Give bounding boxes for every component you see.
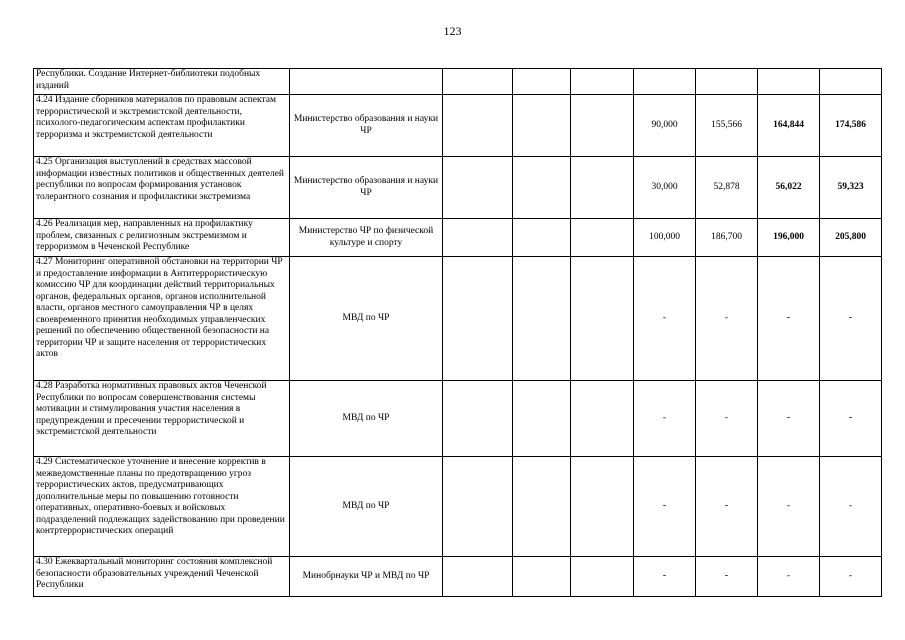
value-cell: 174,586: [820, 95, 882, 157]
value-cell: [443, 95, 513, 157]
value-cell: 90,000: [634, 95, 696, 157]
value-cell: [513, 69, 571, 95]
table-row: [34, 381, 882, 457]
value-cell: [513, 557, 571, 597]
value-cell: [571, 157, 634, 219]
value-cell: 52,878: [696, 157, 758, 219]
value-cell: [443, 157, 513, 219]
value-cell: -: [758, 557, 820, 597]
table-row: [34, 69, 882, 95]
value-cell: [443, 381, 513, 457]
executor-cell: [290, 69, 443, 95]
value-cell: [513, 157, 571, 219]
value-cell: [513, 95, 571, 157]
value-cell: [571, 219, 634, 257]
table-row: [34, 219, 882, 257]
value-cell: [443, 457, 513, 557]
value-cell: -: [820, 557, 882, 597]
table-row: [34, 457, 882, 557]
value-cell: 205,800: [820, 219, 882, 257]
value-cell: 164,844: [758, 95, 820, 157]
value-cell: -: [758, 457, 820, 557]
value-cell: [571, 69, 634, 95]
executor-cell: МВД по ЧР: [290, 457, 443, 557]
executor-cell: Министерство ЧР по физической культуре и спорту: [290, 219, 443, 257]
value-cell: [571, 457, 634, 557]
value-cell: 155,566: [696, 95, 758, 157]
task-cell: 4.24 Издание сборников материалов по правовым аспектам террористической и экстремистской деятельности, психолого-педагогическим аспектам профилактики терроризма и экстремистской деятельности: [34, 95, 290, 157]
value-cell: -: [634, 381, 696, 457]
value-cell: [443, 257, 513, 381]
value-cell: 186,700: [696, 219, 758, 257]
value-cell: 30,000: [634, 157, 696, 219]
value-cell: -: [820, 257, 882, 381]
value-cell: [571, 381, 634, 457]
executor-cell: Минобрнауки ЧР и МВД по ЧР: [290, 557, 443, 597]
value-cell: -: [634, 557, 696, 597]
value-cell: [696, 69, 758, 95]
value-cell: [513, 381, 571, 457]
value-cell: [513, 257, 571, 381]
executor-cell: Министерство образования и науки ЧР: [290, 157, 443, 219]
value-cell: [443, 69, 513, 95]
task-cell: 4.27 Мониторинг оперативной обстановки на территории ЧР и предоставление информации в Антитеррористическую комиссию ЧР для координации действий территориальных органов, федеральных органов, органов исполнительной власти, органов местного самоуправления ЧР в целях своевременного принятия необходимых управленческих решений по обеспечению общественной безопасности на территории ЧР и защите населения от террористических актов: [34, 257, 290, 381]
value-cell: [443, 557, 513, 597]
task-cell: 4.26 Реализация мер, направленных на профилактику проблем, связанных с религиозным экстремизмом и терроризмом в Чеченской Республике: [34, 219, 290, 257]
value-cell: -: [820, 381, 882, 457]
value-cell: -: [758, 257, 820, 381]
value-cell: -: [696, 381, 758, 457]
value-cell: 100,000: [634, 219, 696, 257]
value-cell: -: [696, 557, 758, 597]
program-table: [33, 68, 882, 597]
value-cell: [758, 69, 820, 95]
value-cell: -: [634, 257, 696, 381]
task-cell: Республики. Создание Интернет-библиотеки подобных изданий: [34, 69, 290, 95]
task-cell: 4.29 Систематическое уточнение и внесение корректив в межведомственные планы по предотвращению угроз террористических актов, предусматривающих дополнительные меры по повышению готовности оперативных, оперативно-боевых и войсковых подразделений подлежащих задействованию при проведении контртеррористических операций: [34, 457, 290, 557]
table-row: [34, 257, 882, 381]
value-cell: 56,022: [758, 157, 820, 219]
value-cell: [513, 457, 571, 557]
value-cell: [513, 219, 571, 257]
value-cell: -: [696, 257, 758, 381]
table-row: [34, 95, 882, 157]
executor-cell: МВД по ЧР: [290, 257, 443, 381]
value-cell: [571, 257, 634, 381]
value-cell: 196,000: [758, 219, 820, 257]
value-cell: [571, 557, 634, 597]
value-cell: -: [820, 457, 882, 557]
executor-cell: Министерство образования и науки ЧР: [290, 95, 443, 157]
value-cell: [820, 69, 882, 95]
task-cell: 4.25 Организация выступлений в средствах массовой информации известных политиков и общественных деятелей республики по вопросам формирования установок толерантного сознания и профилактики экстремизма: [34, 157, 290, 219]
value-cell: -: [696, 457, 758, 557]
value-cell: -: [758, 381, 820, 457]
task-cell: 4.28 Разработка нормативных правовых актов Чеченской Республики по вопросам совершенствования системы мотивации и стимулирования участия населения в предупреждении и пресечении террористической и экстремистской деятельности: [34, 381, 290, 457]
value-cell: [443, 219, 513, 257]
value-cell: [634, 69, 696, 95]
table-row: [34, 557, 882, 597]
task-cell: 4.30 Ежеквартальный мониторинг состояния комплексной безопасности образовательных учреждений Чеченской Республики: [34, 557, 290, 597]
executor-cell: МВД по ЧР: [290, 381, 443, 457]
value-cell: [571, 95, 634, 157]
table-row: [34, 157, 882, 219]
value-cell: 59,323: [820, 157, 882, 219]
page-number: 123: [443, 24, 462, 38]
value-cell: -: [634, 457, 696, 557]
